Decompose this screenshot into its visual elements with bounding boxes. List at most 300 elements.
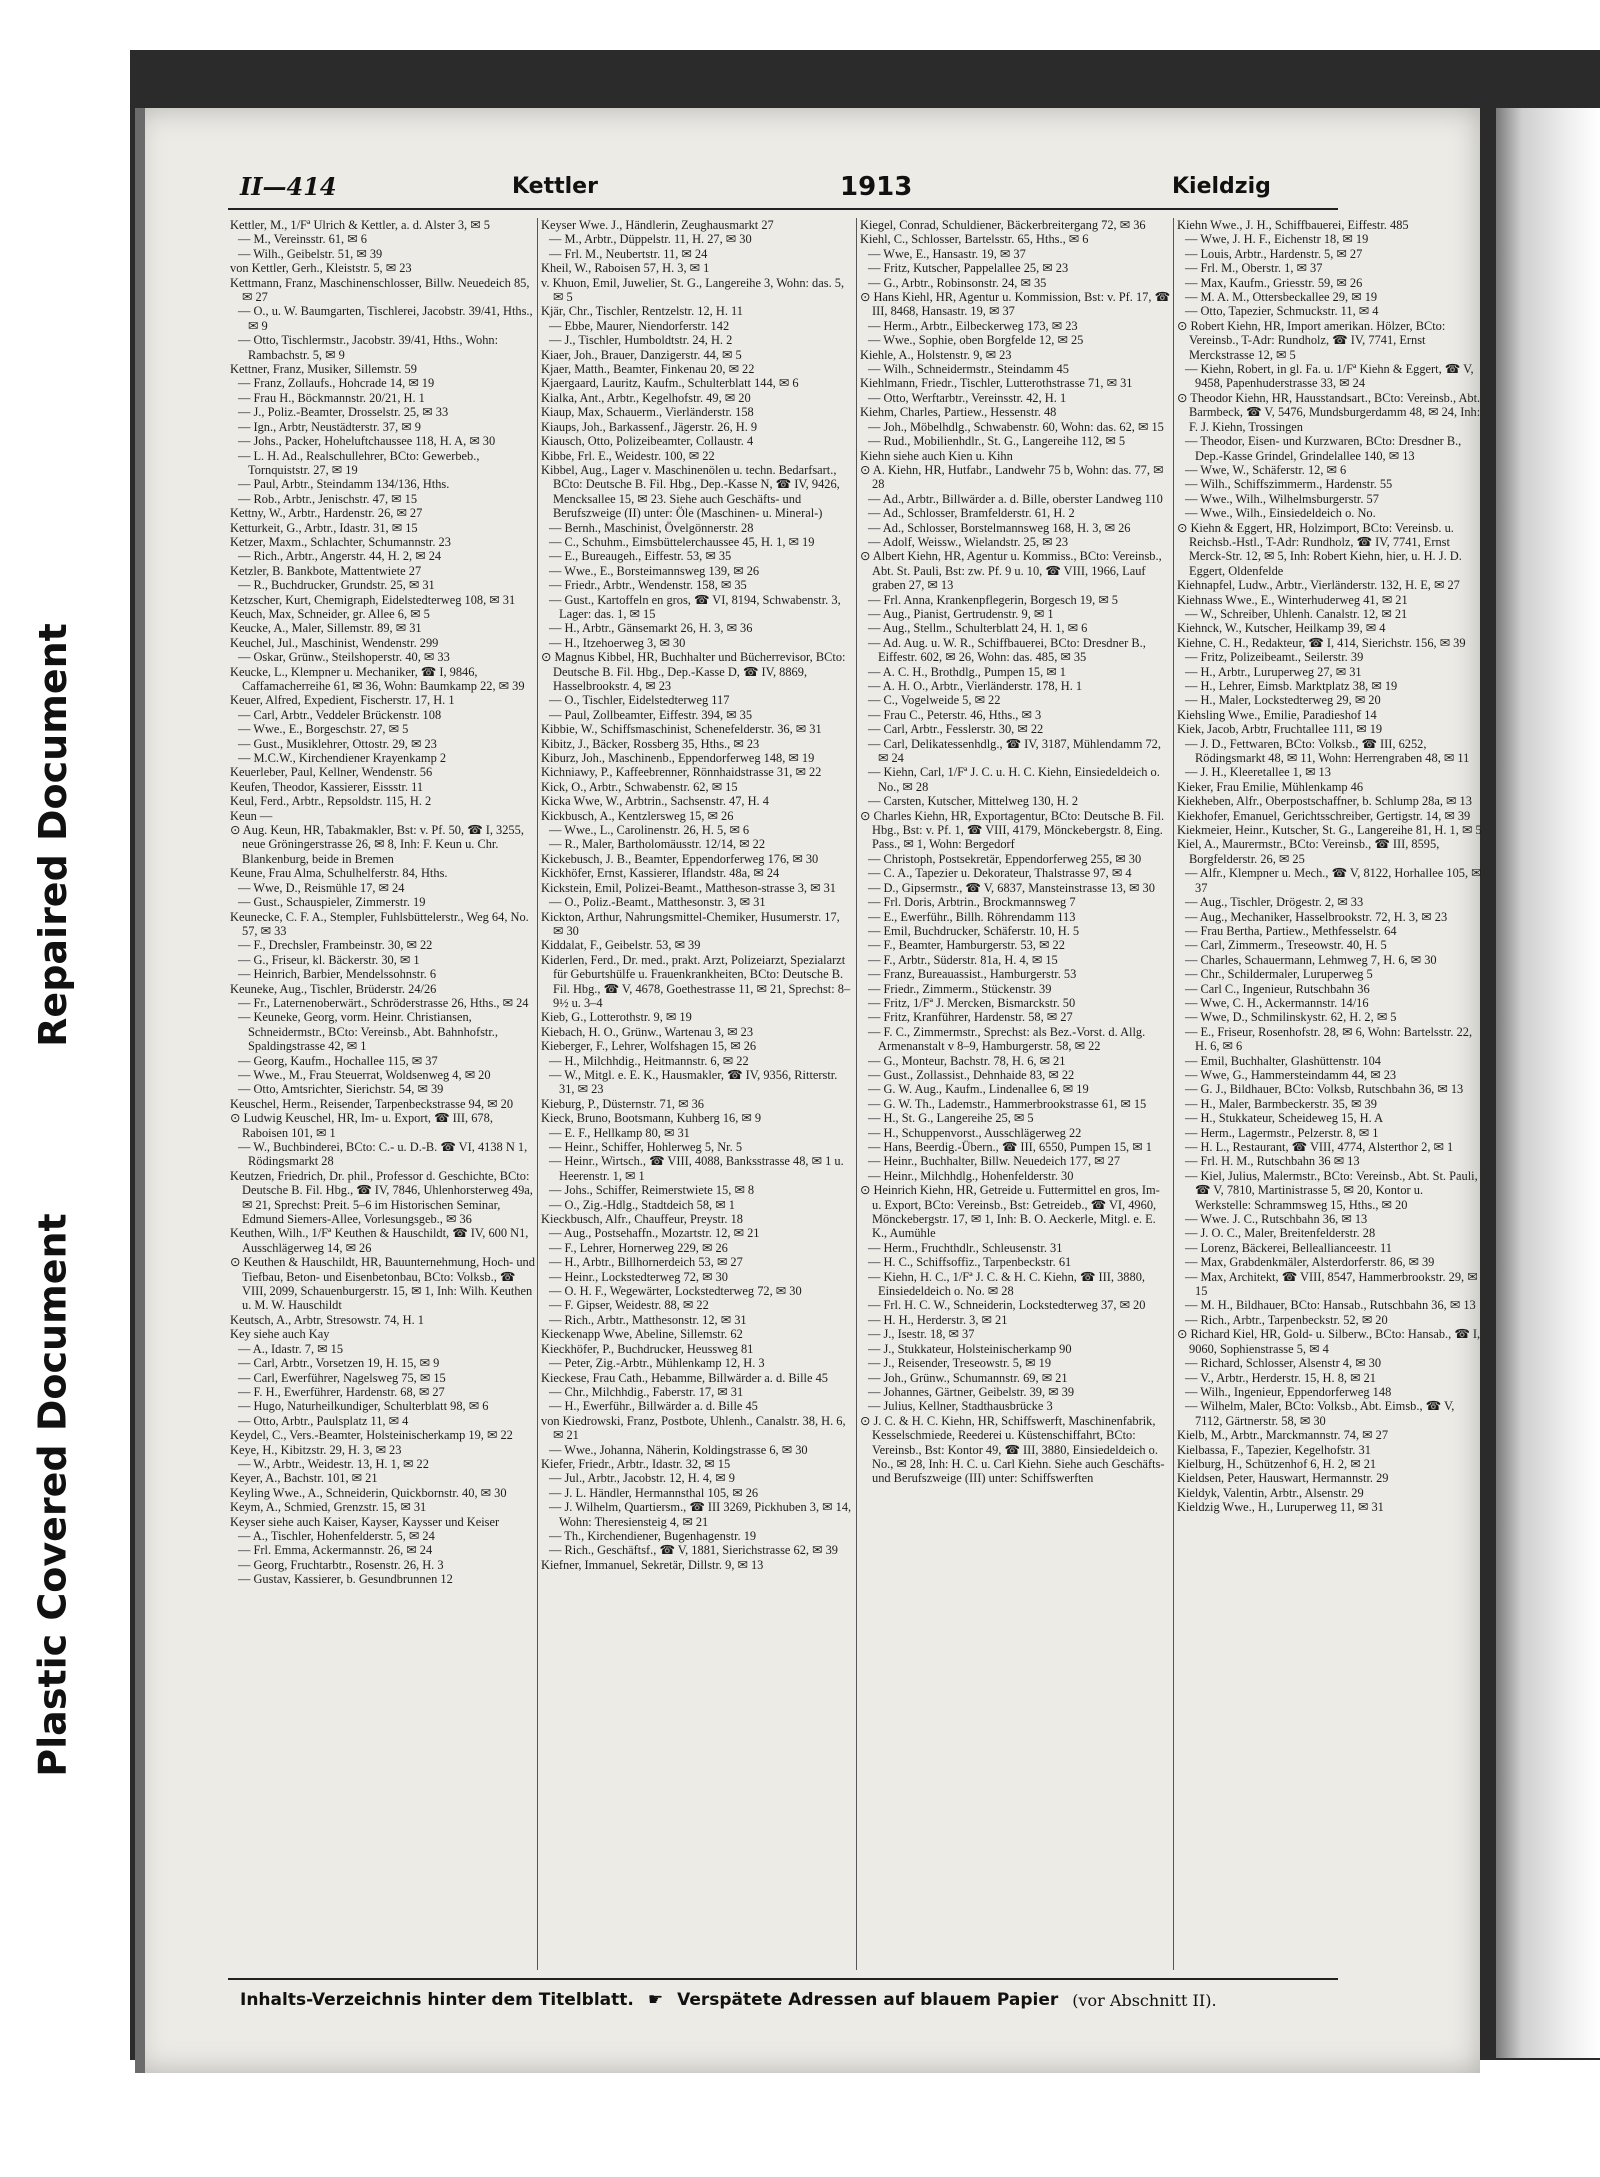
directory-entry: Kieburg, P., Düsternstr. 71, ✉ 36	[541, 1096, 704, 1111]
directory-entry: Ketzler, B. Bankbote, Mattentwiete 27	[230, 563, 422, 578]
repaired-document-label: Repaired Document	[31, 623, 76, 1047]
directory-entry: — Max, Architekt, ☎ VIII, 8547, Hammerbrookstr. 29, ✉ 15	[1185, 1269, 1478, 1299]
directory-entry: — H. C., Schiffsoffiz., Tarpenbeckstr. 61	[868, 1255, 1072, 1270]
directory-entry: — Kiehn, H. C., 1/Fª J. C. & H. C. Kiehn, ☎ III, 3880, Einsiedeldeich o. No. ✉ 28	[868, 1269, 1145, 1299]
directory-entry: Kiek, Jacob, Arbtr, Fruchtallee 111, ✉ 19	[1177, 722, 1383, 737]
directory-entry: Kiburz, Joh., Maschinenb., Eppendorferweg 148, ✉ 19	[541, 751, 815, 766]
directory-entry: Kieckenapp Wwe, Abeline, Sillemstr. 62	[541, 1327, 743, 1342]
guide-word-last: Kieldzig	[1172, 174, 1271, 199]
directory-entry: Kickhöfer, Ernst, Kassierer, Iflandstr. 48a, ✉ 24	[541, 866, 780, 881]
directory-entry: — Wwe., L., Carolinenstr. 26, H. 5, ✉ 6	[549, 823, 750, 838]
directory-entry: Keufen, Theodor, Kassierer, Eissstr. 11	[230, 779, 424, 794]
directory-entry: — Aug., Stellm., Schulterblatt 24, H. 1, ✉ 6	[868, 621, 1088, 636]
directory-entry: — Wilh., Geibelstr. 51, ✉ 39	[238, 246, 383, 261]
directory-entry: — Wwe., Wilh., Einsiedeldeich o. No.	[1185, 506, 1376, 521]
directory-entry: von Kettler, Gerh., Kleiststr. 5, ✉ 23	[230, 261, 412, 276]
directory-entry: — Carl, Arbtr., Veddeler Brückenstr. 108	[238, 707, 442, 722]
directory-entry: — O., Poliz.-Beamt., Matthesonstr. 3, ✉ 31	[549, 895, 766, 910]
directory-entry: Kiehsling Wwe., Emilie, Paradieshof 14	[1177, 707, 1377, 722]
directory-entry: — Wwe., Johanna, Näherin, Koldingstrasse 6, ✉ 30	[549, 1442, 808, 1457]
directory-entry: Kiehnck, W., Kutscher, Heilkamp 39, ✉ 4	[1177, 621, 1386, 636]
directory-entry: — Paul, Zollbeamter, Eiffestr. 394, ✉ 35	[549, 707, 753, 722]
directory-entry: Kiefer, Friedr., Arbtr., Idastr. 32, ✉ 15	[541, 1456, 731, 1471]
directory-entry: — Frl. M., Oberstr. 1, ✉ 37	[1185, 261, 1323, 276]
directory-entry: — Otto, Arbtr., Paulsplatz 11, ✉ 4	[238, 1413, 409, 1428]
directory-entry: Kielb, M., Arbtr., Marckmannstr. 74, ✉ 27	[1177, 1428, 1389, 1443]
directory-entry: ⊙ Magnus Kibbel, HR, Buchhalter und Bücherrevisor, BCto: Deutsche B. Fil. Hbg., Dep.-Kasse D, ☎ IV, 8869, Hasselbrookstr. 4, ✉ 23	[541, 650, 846, 693]
directory-entry: — Aug., Postsehaffn., Mozartstr. 12, ✉ 21	[549, 1226, 760, 1241]
directory-entry: Kjär, Chr., Tischler, Rentzelstr. 12, H. 11	[541, 304, 743, 319]
directory-entry: — G., Friseur, kl. Bäckerstr. 30, ✉ 1	[238, 952, 420, 967]
directory-entry: — Wwe, C. H., Ackermannstr. 14/16	[1185, 995, 1369, 1010]
directory-entry: Kiebach, H. O., Grünw., Wartenau 3, ✉ 23	[541, 1024, 754, 1039]
year: 1913	[840, 172, 913, 202]
directory-entry: — O. H. F., Wegewärter, Lockstedterweg 72, ✉ 30	[549, 1284, 802, 1299]
directory-entry: — E., Friseur, Rosenhofstr. 28, ✉ 6, Wohn: Bartelsstr. 22, H. 6, ✉ 6	[1185, 1024, 1473, 1054]
directory-entry: Kiehn Wwe., J. H., Schiffbauerei, Eiffestr. 485	[1177, 218, 1409, 232]
directory-entry: ⊙ Theodor Kiehn, HR, Hausstandsart., BCto: Vereinsb., Abt. Barmbeck, ☎ V, 5476, Mundsburgerdamm 48, ✉ 24, Inh: F. J. Kiehn, Trossingen	[1177, 390, 1481, 434]
directory-entry: — Gust., Zollassist., Dehnhaide 83, ✉ 22	[868, 1067, 1075, 1082]
directory-entry: Kiehle, A., Holstenstr. 9, ✉ 23	[860, 347, 1012, 362]
directory-entry: — H. H., Herderstr. 3, ✉ 21	[868, 1312, 1008, 1327]
directory-entry: Kiekhofer, Emanuel, Gerichtsschreiber, Gertigstr. 14, ✉ 39	[1177, 808, 1471, 823]
directory-entry: — Johs., Schiffer, Reimerstwiete 15, ✉ 8	[549, 1183, 755, 1198]
directory-entry: — A. H. O., Arbtr., Vierländerstr. 178, H. 1	[868, 679, 1083, 693]
directory-entry: — G. W. Th., Lademstr., Hammerbrookstrasse 61, ✉ 15	[868, 1096, 1147, 1111]
directory-entry: — Wwe., E., Borgeschstr. 27, ✉ 5	[238, 722, 409, 737]
directory-entry: — Franz, Zollaufs., Hohcrade 14, ✉ 19	[238, 376, 435, 391]
directory-entry: — C., Schuhm., Eimsbüttelerchaussee 45, H. 1, ✉ 19	[549, 534, 815, 549]
directory-entry: Kiausch, Otto, Polizeibeamter, Collaustr. 4	[541, 434, 754, 449]
directory-entry: — Fritz, Kutscher, Pappelallee 25, ✉ 23	[868, 261, 1069, 276]
directory-entry: — H., Stukkateur, Scheideweg 15, H. A	[1185, 1111, 1384, 1126]
directory-entry: — H., Maler, Lockstedterweg 29, ✉ 20	[1185, 693, 1381, 708]
directory-entry: — Fritz, Kranführer, Hardenstr. 58, ✉ 27	[868, 1010, 1073, 1025]
directory-entry: — Carl, Arbtr., Fesslerstr. 30, ✉ 22	[868, 722, 1044, 737]
directory-entry: — A., Tischler, Hohenfelderstr. 5, ✉ 24	[238, 1528, 435, 1543]
directory-entry: ⊙ Richard Kiel, HR, Gold- u. Silberw., BCto: Hansab., ☎ I, 9060, Sophienstrasse 5, ✉ 4	[1177, 1327, 1481, 1356]
directory-entry: Kettmann, Franz, Maschinenschlosser, Billw. Neuedeich 85, ✉ 27	[230, 275, 530, 305]
directory-entry: ⊙ Ludwig Keuschel, HR, Im- u. Export, ☎ III, 678, Raboisen 101, ✉ 1	[230, 1111, 493, 1140]
directory-entry: — H., Schuppenvorst., Ausschlägerweg 22	[868, 1125, 1082, 1140]
directory-entry: ⊙ Hans Kiehl, HR, Agentur u. Kommission, Bst: v. Pf. 17, ☎ III, 8468, Hansastr. 19, ✉ 37	[860, 290, 1171, 319]
directory-entry: — Chr., Milchhdig., Faberstr. 17, ✉ 31	[549, 1384, 744, 1399]
directory-entry: Kibbe, Frl. E., Weidestr. 100, ✉ 22	[541, 448, 715, 463]
directory-entry: — Wwe., Sophie, oben Borgfelde 12, ✉ 25	[868, 333, 1084, 348]
directory-entry: Kieker, Frau Emilie, Mühlenkamp 46	[1177, 779, 1364, 794]
directory-entry: Keyser siehe auch Kaiser, Kayser, Kaysser und Keiser	[230, 1514, 500, 1529]
directory-entry: — D., Gipsermstr., ☎ V, 6837, Mansteinstrasse 13, ✉ 30	[868, 880, 1155, 895]
directory-entry: — Heinr., Lockstedterweg 72, ✉ 30	[549, 1269, 728, 1284]
directory-entry: Keuch, Max, Schneider, gr. Allee 6, ✉ 5	[230, 606, 430, 621]
directory-entry: Kickstein, Emil, Polizei-Beamt., Mattheson-strasse 3, ✉ 31	[541, 880, 836, 895]
directory-entry: — Carl, Ewerführer, Nagelsweg 75, ✉ 15	[238, 1370, 446, 1385]
directory-entry: Kiel, A., Maurermstr., BCto: Vereinsb., ☎ III, 8595, Borgfelderstr. 26, ✉ 25	[1177, 837, 1440, 866]
directory-entry: — Chr., Schildermaler, Luruperweg 5	[1185, 967, 1373, 982]
directory-entry: — F. Gipser, Weidestr. 88, ✉ 22	[549, 1298, 709, 1313]
directory-entry: — A. C. H., Brothdlg., Pumpen 15, ✉ 1	[868, 664, 1066, 679]
directory-entry: Kjaergaard, Lauritz, Kaufm., Schulterblatt 144, ✉ 6	[541, 376, 799, 391]
directory-entry: — Peter, Zig.-Arbtr., Mühlenkamp 12, H. 3	[549, 1356, 765, 1371]
page-edge	[135, 108, 145, 2073]
plastic-covered-document-label: Plastic Covered Document	[31, 1213, 76, 1777]
directory-entry: — Keuneke, Georg, vorm. Heinr. Christiansen, Schneidermstr., BCto: Vereinsb., Abt. Bahnhofstr., Spaldingstrasse 42, ✉ 1	[238, 1010, 498, 1054]
directory-entry: — F., Beamter, Hamburgerstr. 53, ✉ 22	[868, 938, 1065, 953]
adjacent-page-strip	[1496, 108, 1600, 2058]
directory-entry: — Herm., Fruchthdlr., Schleusenstr. 31	[868, 1240, 1063, 1255]
directory-entry: — Alfr., Klempner u. Mech., ☎ V, 8122, Horhallee 105, ✉ 37	[1185, 866, 1482, 895]
page-number: II—414	[240, 172, 337, 201]
directory-entry: Keyling Wwe., A., Schneiderin, Quickbornstr. 40, ✉ 30	[230, 1485, 507, 1500]
directory-entry: ⊙ Robert Kiehn, HR, Import amerikan. Hölzer, BCto: Vereinsb., T-Adr: Rundholz, ☎ IV, 7741, Ernst Merckstrasse 12, ✉ 5	[1177, 318, 1446, 362]
directory-entry: Keydel, C., Vers.-Beamter, Holsteinischerkamp 19, ✉ 22	[230, 1428, 513, 1443]
directory-entry: — Max, Kaufm., Griesstr. 59, ✉ 26	[1185, 275, 1363, 290]
directory-entry: — Aug., Pianist, Gertrudenstr. 9, ✉ 1	[868, 606, 1054, 621]
directory-entry: — Frl. M., Neubertstr. 11, ✉ 24	[549, 246, 708, 261]
directory-entry: — G., Monteur, Bachstr. 78, H. 6, ✉ 21	[868, 1053, 1066, 1068]
directory-entry: — Ad., Schlosser, Borstelmannsweg 168, H. 3, ✉ 26	[868, 520, 1131, 535]
directory-entry: — Kiel, Julius, Malermstr., BCto: Vereinsb., Abt. St. Pauli, ☎ V, 7810, Martinistrasse 5, ✉ 20, Kontor u. Werkstelle: Schrammsweg 15, Hths., ✉ 20	[1185, 1168, 1478, 1212]
directory-entry: Kjaer, Matth., Beamter, Finkenau 20, ✉ 22	[541, 362, 755, 377]
directory-entry: Kieldyk, Valentin, Arbtr., Alsenstr. 29	[1177, 1485, 1364, 1500]
directory-entry: — Emil, Buchdrucker, Schäferstr. 10, H. 5	[868, 923, 1080, 938]
directory-entry: — Max, Grabdenkmäler, Alsterdorferstr. 86, ✉ 39	[1185, 1255, 1435, 1270]
directory-entry: Kieckhöfer, P., Buchdrucker, Heussweg 81	[541, 1341, 754, 1356]
directory-entry: — J., Isestr. 18, ✉ 37	[868, 1327, 975, 1342]
directory-entry: — Emil, Buchhalter, Glashüttenstr. 104	[1185, 1053, 1382, 1068]
header-rule	[228, 208, 1338, 210]
directory-entry: — Friedr., Zimmerm., Stückenstr. 39	[868, 981, 1052, 996]
directory-entry: — M., Arbtr., Düppelstr. 11, H. 27, ✉ 30	[549, 232, 752, 247]
directory-entry: — Rich., Geschäftsf., ☎ V, 1881, Sierichstrasse 62, ✉ 39	[549, 1543, 838, 1558]
directory-entry: Keutzen, Friedrich, Dr. phil., Professor d. Geschichte, BCto: Deutsche B. Fil. Hbg., ☎ IV, 7846, Uhlenhorsterweg 49a, ✉ 21, Sprechst: Preit. 5–6 im Historischen Seminar, Edmund Siemers-Allee, Vorlesungsgeb., ✉ 36	[230, 1168, 533, 1227]
directory-entry: — Herm., Lagermstr., Pelzerstr. 8, ✉ 1	[1185, 1125, 1379, 1140]
directory-entry: — J. H., Kleeretallee 1, ✉ 13	[1185, 765, 1331, 780]
directory-entry: — Gust., Schauspieler, Zimmerstr. 19	[238, 895, 426, 910]
directory-entry: Kieb, G., Lotterothstr. 9, ✉ 19	[541, 1010, 692, 1025]
directory-entry: — Paul, Arbtr., Steindamm 134/136, Hths.	[238, 477, 450, 492]
directory-entry: — H., Arbtr., Luruperweg 27, ✉ 31	[1185, 664, 1362, 679]
directory-entry: — O., u. W. Baumgarten, Tischlerei, Jacobstr. 39/41, Hths., ✉ 9	[238, 304, 533, 333]
directory-entry: Kiehnapfel, Ludw., Arbtr., Vierländerstr. 132, H. E, ✉ 27	[1177, 578, 1460, 593]
directory-entry: — F., Drechsler, Frambeinstr. 30, ✉ 22	[238, 938, 433, 953]
directory-entry: — M. A. M., Ottersbeckallee 29, ✉ 19	[1185, 290, 1378, 305]
directory-entry: — Wwe, W., Schäferstr. 12, ✉ 6	[1185, 462, 1347, 477]
directory-entry: — Theodor, Eisen- und Kurzwaren, BCto: Dresdner B., Dep.-Kasse Grindel, Grindelallee 140, ✉ 13	[1185, 434, 1462, 463]
directory-entry: — Frl. H. C. W., Schneiderin, Lockstedterweg 37, ✉ 20	[868, 1298, 1146, 1313]
directory-entry: — C. A., Tapezier u. Dekorateur, Thalstrasse 97, ✉ 4	[868, 866, 1132, 881]
directory-entry: Ketzer, Maxm., Schlachter, Schumannstr. 23	[230, 534, 451, 549]
directory-entry: — Heinr., Wirtsch., ☎ VIII, 4088, Banksstrasse 48, ✉ 1 u. Heerenstr. 1, ✉ 1	[549, 1154, 844, 1183]
directory-entry: — F. C., Zimmermstr., Sprechst: als Bez.-Vorst. d. Allg. Armenanstalt v 8–9, Hamburgerstr. 58, ✉ 22	[868, 1024, 1146, 1054]
directory-entry: — Charles, Schauermann, Lehmweg 7, H. 6, ✉ 30	[1185, 952, 1437, 967]
directory-entry: Keuer, Alfred, Expedient, Fischerstr. 17, H. 1	[230, 693, 455, 708]
directory-entry: — Carl C., Ingenieur, Rutschbahn 36	[1185, 981, 1370, 996]
directory-entry: — Adolf, Weissw., Wielandstr. 25, ✉ 23	[868, 534, 1069, 549]
directory-entry: — Wwe, D., Schmilinskystr. 62, H. 2, ✉ 5	[1185, 1010, 1397, 1025]
directory-entry: — J., Poliz.-Beamter, Drosselstr. 25, ✉ 33	[238, 405, 449, 420]
directory-entry: — Herm., Arbtr., Eilbeckerweg 173, ✉ 23	[868, 318, 1078, 333]
directory-entry: — E., Ewerführ., Billh. Röhrendamm 113	[868, 909, 1076, 924]
directory-entry: — V., Arbtr., Herderstr. 15, H. 8, ✉ 21	[1185, 1370, 1376, 1385]
directory-entry: Kiehne, C. H., Redakteur, ☎ I, 414, Sierichstr. 156, ✉ 39	[1177, 635, 1466, 650]
directory-entry: — Wilh., Schiffszimmerm., Hardenstr. 55	[1185, 477, 1393, 492]
directory-entry: — Gustav, Kassierer, b. Gesundbrunnen 12	[238, 1572, 453, 1587]
column-divider	[1173, 218, 1174, 1970]
directory-entry: — H., Arbtr., Gänsemarkt 26, H. 3, ✉ 36	[549, 621, 753, 636]
directory-entry: — J. Wilhelm, Quartiersm., ☎ III 3269, Pickhuben 3, ✉ 14, Wohn: Theresiensteig 4, ✉ 21	[549, 1500, 852, 1529]
directory-entry: — J., Reisender, Treseowstr. 5, ✉ 19	[868, 1356, 1052, 1371]
directory-column-4	[1177, 218, 1482, 1973]
directory-entry: — Gust., Kartoffeln en gros, ☎ VI, 8194, Schwabenstr. 3, Lager: das. 1, ✉ 15	[549, 592, 841, 621]
directory-entry: Keunecke, C. F. A., Stempler, Fuhlsbüttelerstr., Weg 64, No. 57, ✉ 33	[230, 909, 529, 938]
directory-entry: Ketzscher, Kurt, Chemigraph, Eidelstedterweg 108, ✉ 31	[230, 592, 516, 607]
directory-entry: — Heinr., Milchhdlg., Hohenfelderstr. 30	[868, 1168, 1074, 1183]
footer-index-note: Inhalts-Verzeichnis hinter dem Titelblatt.	[240, 1990, 634, 2010]
directory-entry: — Ad., Schlosser, Bramfelderstr. 61, H. 2	[868, 506, 1075, 521]
directory-entry: Kettny, W., Arbtr., Hardenstr. 26, ✉ 27	[230, 506, 423, 521]
directory-entry: — H., Milchhdig., Heitmannstr. 6, ✉ 22	[549, 1053, 749, 1068]
directory-column-1	[230, 218, 535, 1973]
directory-entry: Kickbusch, A., Kentzlersweg 15, ✉ 26	[541, 808, 734, 823]
directory-entry: Keuerleber, Paul, Kellner, Wendenstr. 56	[230, 765, 433, 780]
directory-entry: Keyser Wwe. J., Händlerin, Zeughausmarkt 27	[541, 218, 774, 232]
directory-entry: Kieberger, F., Lehrer, Wolfshagen 15, ✉ 26	[541, 1039, 757, 1054]
directory-entry: ⊙ Albert Kiehn, HR, Agentur u. Kommiss., BCto: Vereinsb., Abt. St. Pauli, Bst: zw. Pf. 9 u. 10, ☎ VIII, 1966, Lauf graben 27, ✉ 13	[860, 549, 1162, 593]
directory-entry: — Frl. H. M., Rutschbahn 36 ✉ 13	[1185, 1154, 1360, 1169]
directory-entry: — Kiehn, Carl, 1/Fª J. C. u. H. C. Kiehn, Einsiedeldeich o. No., ✉ 28	[868, 765, 1160, 794]
directory-entry: — G. J., Bildhauer, BCto: Volksb, Rutschbahn 36, ✉ 13	[1185, 1082, 1464, 1097]
directory-entry: — Fritz, 1/Fª J. Mercken, Bismarckstr. 50	[868, 995, 1076, 1010]
directory-entry: — Aug., Tischler, Drögestr. 2, ✉ 33	[1185, 895, 1364, 910]
directory-entry: Kiekmeier, Heinr., Kutscher, St. G., Langereihe 81, H. 1, ✉ 5	[1177, 823, 1482, 838]
guide-word-first: Kettler	[512, 174, 598, 199]
directory-entry: — Heinr., Buchhalter, Billw. Neuedeich 177, ✉ 27	[868, 1154, 1121, 1169]
directory-entry: Keun —	[230, 808, 273, 823]
directory-entry: ⊙ Charles Kiehn, HR, Exportagentur, BCto: Deutsche B. Fil. Hbg., Bst: v. Pf. 1, ☎ VIII, 4179, Mönckebergstr. 8, Eing. Pass., ✉ 1, Wohn: Bergedorf	[860, 808, 1165, 852]
footer-rule	[228, 1978, 1338, 1980]
directory-entry: Kiehl, C., Schlosser, Bartelsstr. 65, Hths., ✉ 6	[860, 232, 1089, 247]
directory-entry: — G., Arbtr., Robinsonstr. 24, ✉ 35	[868, 275, 1047, 290]
directory-entry: — F. H., Ewerführer, Hardenstr. 68, ✉ 27	[238, 1384, 445, 1399]
directory-entry: — Julius, Kellner, Stadthausbrücke 3	[868, 1399, 1053, 1414]
directory-entry: — Wilh., Schneidermstr., Steindamm 45	[868, 362, 1069, 377]
directory-entry: Keune, Frau Alma, Schulhelferstr. 84, Hths.	[230, 866, 448, 881]
directory-entry: Kickebusch, J. B., Beamter, Eppendorferweg 176, ✉ 30	[541, 851, 819, 866]
directory-entry: — Wwe, D., Reismühle 17, ✉ 24	[238, 880, 405, 895]
directory-entry: Keutsch, A., Arbtr, Stresowstr. 74, H. 1	[230, 1312, 424, 1327]
directory-entry: ⊙ Heinrich Kiehn, HR, Getreide u. Futtermittel en gros, Im- u. Export, BCto: Vereinsb., Bst: Getreideb., ☎ VI, 4960, Mönckebergstr. 17, ✉ 1, Inh: B. O. Aeckerle, Mitgl. e. E. K., Aumühle	[860, 1183, 1160, 1241]
directory-entry: Kiaup, Max, Schauerm., Vierländerstr. 158	[541, 405, 754, 420]
directory-entry: Kiehnass Wwe., E., Winterhuderweg 41, ✉ 21	[1177, 592, 1408, 607]
directory-entry: Kiehlmann, Friedr., Tischler, Lutterothstrasse 71, ✉ 31	[860, 376, 1133, 391]
directory-entry: Kiaer, Joh., Brauer, Danzigerstr. 44, ✉ 5	[541, 347, 742, 362]
directory-entry: Keyer, A., Bachstr. 101, ✉ 21	[230, 1471, 378, 1486]
directory-entry: Kieldzig Wwe., H., Luruperweg 11, ✉ 31	[1177, 1500, 1384, 1515]
directory-entry: — Otto, Amtsrichter, Sierichstr. 54, ✉ 39	[238, 1082, 444, 1097]
directory-entry: Keuthen, Wilh., 1/Fª Keuthen & Hauschildt, ☎ IV, 600 N1, Ausschlägerweg 14, ✉ 26	[230, 1226, 529, 1255]
directory-entry: — Carl, Zimmerm., Treseowstr. 40, H. 5	[1185, 938, 1387, 953]
directory-entry: — W., Schreiber, Uhlenh. Canalstr. 12, ✉ 21	[1185, 606, 1408, 621]
directory-entry: — F., Arbtr., Süderstr. 81a, H. 4, ✉ 15	[868, 952, 1058, 967]
directory-entry: — H., Arbtr., Billhornerdeich 53, ✉ 27	[549, 1255, 743, 1270]
directory-entry: — M., Vereinsstr. 61, ✉ 6	[238, 232, 367, 247]
directory-entry: — Carl, Delikatessenhdlg., ☎ IV, 3187, Mühlendamm 72, ✉ 24	[868, 736, 1161, 766]
directory-entry: — W., Arbtr., Weidestr. 13, H. 1, ✉ 22	[238, 1456, 429, 1471]
directory-entry: Kiaups, Joh., Barkassenf., Jägerstr. 26, H. 9	[541, 419, 758, 434]
directory-entry: — H., Maler, Barmbeckerstr. 35, ✉ 39	[1185, 1096, 1377, 1111]
directory-entry: — C., Vogelweide 5, ✉ 22	[868, 693, 1001, 708]
directory-entry: — E. F., Hellkamp 80, ✉ 31	[549, 1125, 690, 1140]
column-divider	[537, 218, 538, 1970]
directory-entry: — J. O. C., Maler, Breitenfelderstr. 28	[1185, 1226, 1376, 1241]
directory-entry: — Carl, Arbtr., Vorsetzen 19, H. 15, ✉ 9	[238, 1356, 440, 1371]
directory-entry: — Johannes, Gärtner, Geibelstr. 39, ✉ 39	[868, 1384, 1075, 1399]
directory-entry: — Th., Kirchendiener, Bugenhagenstr. 19	[549, 1528, 757, 1543]
directory-entry: — Ebbe, Maurer, Niendorferstr. 142	[549, 318, 730, 333]
directory-entry: — Georg, Fruchtarbtr., Rosenstr. 26, H. 3	[238, 1557, 444, 1572]
directory-entry: — E., Bureaugeh., Eiffestr. 53, ✉ 35	[549, 549, 732, 564]
directory-entry: — O., Tischler, Eidelstedterweg 117	[549, 693, 730, 708]
directory-entry: — Heinrich, Barbier, Mendelssohnstr. 6	[238, 967, 437, 982]
pointing-hand-icon: ☛	[647, 1990, 664, 2010]
directory-entry: — A., Idastr. 7, ✉ 15	[238, 1341, 344, 1356]
directory-entry: — W., Buchbinderei, BCto: C.- u. D.-B. ☎ VI, 4138 N 1, Rödingsmarkt 28	[238, 1140, 528, 1169]
directory-column-3	[860, 218, 1172, 1973]
directory-entry: — Franz, Bureauassist., Hamburgerstr. 53	[868, 967, 1077, 982]
directory-entry: Kialka, Ant., Arbtr., Kegelhofstr. 49, ✉ 20	[541, 390, 751, 405]
side-margin	[0, 0, 130, 2177]
directory-entry: — Hans, Beerdig.-Übern., ☎ III, 6550, Pumpen 15, ✉ 1	[868, 1140, 1152, 1154]
directory-entry: — Wwe, E., Hansastr. 19, ✉ 37	[868, 246, 1026, 261]
directory-entry: Kiderlen, Ferd., Dr. med., prakt. Arzt, Polizeiarzt, Spezialarzt für Geburtshülfe u. Frauenkrankheiten, BCto: Deutsche B. Fil. Hbg., ☎ V, 4678, Goethestrasse 11, ✉ 21, Sprechst: 8–9½ u. 3–4	[541, 952, 851, 1010]
directory-entry: Kiddalat, F., Geibelstr. 53, ✉ 39	[541, 938, 701, 953]
directory-entry: — Kiehn, Robert, in gl. Fa. u. 1/Fª Kiehn & Eggert, ☎ V, 9458, Papenhuderstrasse 33, ✉ 24	[1185, 362, 1474, 391]
directory-entry: — F., Lehrer, Hornerweg 229, ✉ 26	[549, 1240, 728, 1255]
directory-entry: — Fritz, Polizeibeamt., Seilerstr. 39	[1185, 650, 1364, 665]
directory-entry: — Heinr., Schiffer, Hohlerweg 5, Nr. 5	[549, 1140, 743, 1154]
directory-entry: — Otto, Werftarbtr., Vereinsstr. 42, H. 1	[868, 390, 1067, 405]
directory-entry: ⊙ A. Kiehn, HR, Hutfabr., Landwehr 75 b, Wohn: das. 77, ✉ 28	[860, 462, 1164, 492]
directory-entry: — Wilh., Ingenieur, Eppendorferweg 148	[1185, 1384, 1392, 1399]
directory-entry: Keye, H., Kibitzstr. 29, H. 3, ✉ 23	[230, 1442, 402, 1457]
directory-entry: Kieckbusch, Alfr., Chauffeur, Preystr. 18	[541, 1212, 743, 1227]
directory-entry: — Joh., Grünw., Schumannstr. 69, ✉ 21	[868, 1370, 1068, 1385]
directory-entry: Keucke, A., Maler, Sillemstr. 89, ✉ 31	[230, 621, 422, 636]
directory-entry: Kiegel, Conrad, Schuldiener, Bäckerbreitergang 72, ✉ 36	[860, 218, 1146, 232]
directory-entry: — Rob., Arbtr., Jenischstr. 47, ✉ 15	[238, 491, 418, 506]
directory-entry: — Ign., Arbtr, Neustädterstr. 37, ✉ 9	[238, 419, 421, 434]
directory-column-2	[541, 218, 853, 1973]
directory-entry: Keul, Ferd., Arbtr., Repsoldstr. 115, H. 2	[230, 794, 432, 809]
footer-late-addresses: Verspätete Adressen auf blauem Papier	[677, 1990, 1059, 2010]
directory-entry: — Georg, Kaufm., Hochallee 115, ✉ 37	[238, 1053, 438, 1068]
directory-entry: — Richard, Schlosser, Alsenstr 4, ✉ 30	[1185, 1356, 1382, 1371]
column-divider	[856, 218, 857, 1970]
directory-entry: Keuschel, Herm., Reisender, Tarpenbeckstrasse 94, ✉ 20	[230, 1096, 514, 1111]
directory-entry: Kettler, M., 1/Fª Ulrich & Kettler, a. d. Alster 3, ✉ 5	[230, 218, 490, 232]
directory-entry: — Aug., Mechaniker, Hasselbrookstr. 72, H. 3, ✉ 23	[1185, 909, 1448, 924]
directory-entry: Keucke, L., Klempner u. Mechaniker, ☎ I, 9846, Caffamacherreihe 61, ✉ 36, Wohn: Baumkamp 22, ✉ 39	[230, 664, 525, 693]
directory-entry: — Frl. Doris, Arbtrin., Brockmannsweg 7	[868, 895, 1076, 910]
directory-entry: — Rud., Mobilienhdlr., St. G., Langereihe 112, ✉ 5	[868, 434, 1126, 449]
directory-entry: — Lorenz, Bäckerei, Belleallianceestr. 11	[1185, 1240, 1392, 1255]
directory-entry: Kiehn siehe auch Kien u. Kihn	[860, 448, 1013, 463]
directory-entry: — J., Stukkateur, Holsteinischerkamp 90	[868, 1341, 1072, 1356]
directory-entry: Kielbassa, F., Tapezier, Kegelhofstr. 31	[1177, 1442, 1371, 1457]
directory-entry: — H. L., Restaurant, ☎ VIII, 4774, Alsterthor 2, ✉ 1	[1185, 1140, 1454, 1154]
directory-entry: Kicka Wwe, W., Arbtrin., Sachsenstr. 47, H. 4	[541, 794, 769, 809]
running-header	[240, 168, 1340, 208]
directory-entry: Kichniawy, P., Kaffeebrenner, Rönnhaidstrasse 31, ✉ 22	[541, 765, 822, 780]
directory-entry: Keuneke, Aug., Tischler, Brüderstr. 24/26	[230, 981, 437, 996]
directory-entry: — H., Lehrer, Eimsb. Marktplatz 38, ✉ 19	[1185, 679, 1398, 693]
directory-entry: — Christoph, Postsekretär, Eppendorferweg 255, ✉ 30	[868, 851, 1142, 866]
directory-entry: — W., Mitgl. e. E. K., Hausmakler, ☎ IV, 9356, Ritterstr. 31, ✉ 23	[549, 1067, 838, 1097]
directory-entry: — Wwe., E., Borsteimannsweg 139, ✉ 26	[549, 563, 760, 578]
directory-entry: Kibitz, J., Bäcker, Rossberg 35, Hths., ✉ 23	[541, 736, 760, 751]
directory-entry: Key siehe auch Kay	[230, 1327, 330, 1342]
directory-entry: — Friedr., Arbtr., Wendenstr. 158, ✉ 35	[549, 578, 747, 593]
directory-entry: Kickton, Arthur, Nahrungsmittel-Chemiker, Husumerstr. 17, ✉ 30	[541, 909, 840, 938]
directory-entry: — Otto, Tischlermstr., Jacobstr. 39/41, Hths., Wohn: Rambachstr. 5, ✉ 9	[238, 333, 499, 362]
footer-section-ref: (vor Abschnitt II).	[1072, 1990, 1217, 2010]
directory-entry: — Wwe., Wilh., Wilhelmsburgerstr. 57	[1185, 491, 1379, 506]
directory-entry: Kiefner, Immanuel, Sekretär, Dillstr. 9, ✉ 13	[541, 1557, 764, 1572]
directory-entry: von Kiedrowski, Franz, Postbote, Uhlenh., Canalstr. 38, H. 6, ✉ 21	[541, 1413, 846, 1443]
directory-entry: — M.C.W., Kirchendiener Krayenkamp 2	[238, 751, 447, 766]
directory-entry: — Ad. Aug. u. W. R., Schiffbauerei, BCto: Dresdner B., Eiffestr. 602, ✉ 26, Wohn: das. 485, ✉ 35	[868, 635, 1146, 665]
directory-entry: Kielburg, H., Schützenhof 6, H. 2, ✉ 21	[1177, 1456, 1377, 1471]
directory-entry: — H., Itzehoerweg 3, ✉ 30	[549, 635, 686, 650]
directory-entry: — Wwe, G., Hammersteindamm 44, ✉ 23	[1185, 1067, 1397, 1082]
directory-entry: — Carsten, Kutscher, Mittelweg 130, H. 2	[868, 794, 1079, 809]
directory-entry: — Frau Bertha, Partiew., Methfesselstr. 64	[1185, 923, 1397, 938]
directory-entry: Keym, A., Schmied, Grenzstr. 15, ✉ 31	[230, 1500, 427, 1515]
directory-entry: — Frl. Emma, Ackermannstr. 26, ✉ 24	[238, 1543, 433, 1558]
directory-entry: — M. H., Bildhauer, BCto: Hansab., Rutschbahn 36, ✉ 13	[1185, 1298, 1476, 1313]
directory-entry: Kick, O., Arbtr., Schwabenstr. 62, ✉ 15	[541, 779, 738, 794]
directory-entry: — Joh., Möbelhdlg., Schwabenstr. 60, Wohn: das. 62, ✉ 15	[868, 419, 1164, 434]
directory-entry: — Ad., Arbtr., Billwärder a. d. Bille, oberster Landweg 110	[868, 491, 1163, 506]
directory-entry: — O., Zig.-Hdlg., Stadtdeich 58, ✉ 1	[549, 1197, 735, 1212]
directory-entry: — Hugo, Naturheilkundiger, Schulterblatt 98, ✉ 6	[238, 1399, 489, 1414]
directory-entry: — Wwe, J. H. F., Eichenstr 18, ✉ 19	[1185, 232, 1369, 247]
directory-entry: — Louis, Arbtr., Hardenstr. 5, ✉ 27	[1185, 246, 1363, 261]
directory-entry: Kieldsen, Peter, Hauswart, Hermannstr. 29	[1177, 1471, 1389, 1486]
directory-entry: Kieck, Bruno, Bootsmann, Kuhberg 16, ✉ 9	[541, 1111, 762, 1126]
directory-entry: — Frau H., Böckmannstr. 20/21, H. 1	[238, 390, 425, 405]
directory-entry: — Rich., Arbtr., Tarpenbeckstr. 52, ✉ 20	[1185, 1312, 1388, 1327]
directory-entry: v. Khuon, Emil, Juwelier, St. G., Langereihe 3, Wohn: das. 5, ✉ 5	[541, 275, 845, 305]
directory-entry: — J. D., Fettwaren, BCto: Volksb., ☎ III, 6252, Rödingsmarkt 48, ✉ 11, Wohn: Herrengraben 48, ✉ 11	[1185, 736, 1470, 766]
directory-entry: ⊙ Keuthen & Hauschildt, HR, Bauunternehmung, Hoch- und Tiefbau, Beton- und Eisenbetonbau, BCto: Volksb., ☎ VIII, 2099, Schauenburgerstr. 15, ✉ 1, Inh: Wilh. Keuthen u. M. W. Hauschildt	[230, 1255, 535, 1313]
directory-entry: — Fr., Laternenoberwärt., Schröderstrasse 26, Hths., ✉ 24	[238, 995, 529, 1010]
directory-entry: — H., Ewerführ., Billwärder a. d. Bille 45	[549, 1399, 758, 1414]
directory-entry: Keuchel, Jul., Maschinist, Wendenstr. 299	[230, 635, 439, 650]
directory-entry: — Wwe., M., Frau Steuerrat, Woldsenweg 4, ✉ 20	[238, 1067, 491, 1082]
directory-entry: — L. H. Ad., Realschullehrer, BCto: Gewerbeb., Tornquiststr. 27, ✉ 19	[238, 448, 480, 477]
directory-entry: ⊙ Kiehn & Eggert, HR, Holzimport, BCto: Vereinsb. u. Reichsb.-Hstl., T-Adr: Rundholz, ☎ IV, 7741, Ernst Merck-Str. 12, ✉ 5, Inh: Robert Kiehn, hier, u. H. J. D. Eggert, Oldenfelde	[1177, 520, 1462, 578]
directory-entry: Kiekheben, Alfr., Oberpostschaffner, b. Schlump 28a, ✉ 13	[1177, 794, 1472, 809]
directory-entry: Kettner, Franz, Musiker, Sillemstr. 59	[230, 362, 417, 377]
directory-entry: Kheil, W., Raboisen 57, H. 3, ✉ 1	[541, 261, 710, 276]
directory-entry: — Rich., Arbtr., Angerstr. 44, H. 2, ✉ 24	[238, 549, 442, 564]
footer-note	[240, 1985, 1340, 2015]
directory-entry: ⊙ Aug. Keun, HR, Tabakmakler, Bst: v. Pf. 50, ☎ I, 3255, neue Gröningerstrasse 26, ✉ 8, Inh: F. Keun u. Chr. Blankenburg, beide in Bremen	[230, 823, 524, 866]
directory-entry: — H., St. G., Langereihe 25, ✉ 5	[868, 1111, 1034, 1126]
directory-entry: Kibbel, Aug., Lager v. Maschinenölen u. techn. Bedarfsart., BCto: Deutsche B. Fil. Hbg., Dep.-Kasse N, ☎ IV, 9426, Mencksallee 15, ✉ 23. Siehe auch Geschäfts- und Berufszweige (II) unter: Öle (Maschinen- u. Mineral-)	[541, 462, 840, 521]
